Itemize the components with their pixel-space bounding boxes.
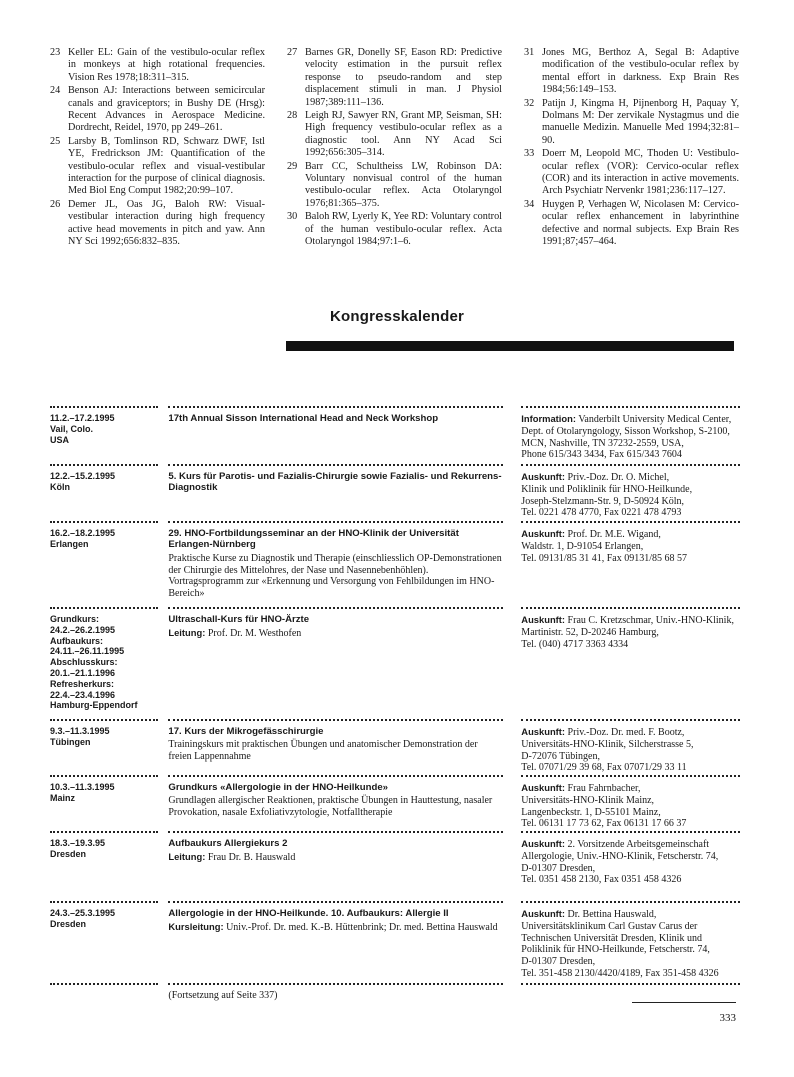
event-date — [50, 406, 158, 466]
reference-item — [50, 199, 265, 249]
event-date-line: Abschlusskurs: — [50, 657, 118, 668]
contact-line: Tel. 07071/29 39 68, Fax 07071/29 33 11 — [521, 762, 687, 774]
reference-item — [524, 98, 739, 148]
event-details — [168, 719, 503, 777]
reference-text: Barr CC, Schultheiss LW, Robinson DA: Voluntary nonvisual control of the human vestibulo-ocular reflex. Acta Otolaryngol 1976;81:365–375. — [305, 160, 502, 209]
calendar-footer-row — [50, 985, 740, 1002]
contact-line: Tel. 351-458 2130/4420/4189, Fax 351-458 4326 — [521, 967, 719, 979]
contact-line — [521, 471, 740, 484]
contact-text: 2. Vorsitzende Arbeitsgemeinschaft — [567, 839, 710, 850]
contact-label: Auskunft: — [521, 726, 566, 737]
contact-line: Universitätsklinikum Carl Gustav Carus der — [521, 920, 698, 932]
contact-line: Universitäts-HNO-Klinik Mainz, — [521, 794, 655, 806]
event-title: 17. Kurs der Mikrogefässchirurgie — [168, 726, 324, 737]
reference-text: Larsby B, Tomlinson RD, Schwarz DWF, Istl YE, Fredrickson JM: Quantification of the vestibulo-ocular reflex and visual-vestibular interaction for the purpose of clinical diagnosis. Med Biol Eng Comput 1982;20:99–107. — [68, 135, 265, 197]
event-lead-text: Univ.-Prof. Dr. med. K.-B. Hüttenbrink; Dr. med. Bettina Hauswald — [226, 922, 498, 934]
event-date-line: Köln — [50, 481, 70, 492]
event-date-line: Aufbaukurs: — [50, 635, 104, 646]
reference-number: 23 — [50, 47, 61, 58]
contact-text: Frau C. Kretzschmar, Univ.-HNO-Klinik, — [567, 615, 734, 626]
event-date-line: Dresden — [50, 848, 87, 859]
contact-line: Allergologie, Univ.-HNO-Klinik, Fetscherstr. 74, — [521, 850, 719, 862]
event-date — [50, 607, 158, 721]
reference-number: 28 — [287, 110, 298, 122]
contact-line — [521, 782, 740, 795]
page-number-rule — [632, 1002, 736, 1003]
event-date-line: 9.3.–11.3.1995 — [50, 726, 110, 736]
event-date-line: USA — [50, 434, 70, 445]
calendar-row — [50, 721, 740, 777]
event-description: Trainingskurs mit praktischen Übungen und anatomischer Demonstration der freien Lappennahme — [168, 739, 478, 763]
reference-text: Keller EL: Gain of the vestibulo-ocular reflex in monkeys at high rotational frequencies. Vision Res 1978;18:311–315. — [68, 47, 265, 83]
reference-item — [287, 47, 502, 109]
event-date-line: Mainz — [50, 792, 76, 803]
contact-text: Dr. Bettina Hauswald, — [567, 909, 657, 920]
event-lead — [168, 921, 503, 934]
references — [50, 47, 740, 250]
event-lead — [168, 627, 503, 640]
reference-text: Patijn J, Kingma H, Pijnenborg H, Paquay Y, Dolmans M: Der zervikale Nystagmus und die manuelle Medizin. Manuelle Med 1994;32:81–90. — [542, 97, 739, 146]
event-date-line: 11.2.–17.2.1995 — [50, 413, 115, 423]
event-date — [50, 521, 158, 609]
contact-line: MCN, Nashville, TN 37232-2559, USA, — [521, 437, 684, 449]
page-number: 333 — [719, 1012, 736, 1024]
event-lead — [168, 851, 503, 864]
contact-line: Langenbeckstr. 1, D-55101 Mainz, — [521, 806, 661, 818]
event-contact — [521, 607, 740, 721]
calendar-row — [50, 408, 740, 466]
contact-line: Dept. of Otolaryngology, Sisson Workshop, S-2100, — [521, 425, 730, 437]
event-description: Grundlagen allergischer Reaktionen, praktische Übungen in Hauttestung, nasaler Provokation, nasale Exfoliativzytologie, Notfalltherapie — [168, 795, 493, 819]
reference-number: 24 — [50, 85, 61, 97]
contact-label: Auskunft: — [521, 782, 566, 793]
event-description: Praktische Kurse zu Diagnostik und Therapie (einschliesslich OP-Demonstrationen der Chirurgie des Mittelohres, der Nase und Nasennebenhöhlen). Vortragsprogramm zur «Erkennung und Versorgung von Fehlbildungen im HNO-Bereich» — [168, 552, 502, 600]
reference-number: 33 — [524, 148, 535, 160]
contact-line: Klinik und Poliklinik für HNO-Heilkunde, — [521, 483, 693, 495]
contact-label: Auskunft: — [521, 838, 566, 849]
event-details — [168, 901, 503, 985]
reference-number: 25 — [50, 135, 61, 147]
calendar-row — [50, 833, 740, 903]
contact-label: Information: — [521, 413, 576, 424]
calendar-row — [50, 523, 740, 609]
contact-line — [521, 908, 740, 921]
contact-line: Waldstr. 1, D-91054 Erlangen, — [521, 540, 644, 552]
reference-number: 34 — [524, 198, 535, 210]
reference-item — [50, 47, 265, 84]
contact-line: Phone 615/343 3434, Fax 615/343 7604 — [521, 449, 682, 461]
contact-text: Frau Fahrnbacher, — [567, 783, 641, 794]
event-title: 17th Annual Sisson International Head and Neck Workshop — [168, 413, 439, 424]
calendar-row — [50, 609, 740, 721]
contact-line: D-01307 Dresden, — [521, 862, 596, 874]
event-date-line: 20.1.–21.1.1996 — [50, 667, 116, 678]
reference-item — [524, 199, 739, 249]
reference-number: 30 — [287, 211, 298, 223]
reference-item — [524, 148, 739, 198]
event-lead-label: Kursleitung: — [168, 921, 224, 933]
event-title: 5. Kurs für Parotis- und Fazialis-Chirurgie sowie Fazialis- und Rekurrens-Diagnostik — [168, 471, 502, 494]
event-date-line: 24.2.–26.2.1995 — [50, 624, 116, 635]
event-contact — [521, 406, 740, 466]
reference-number: 29 — [287, 160, 298, 172]
event-details — [168, 464, 503, 523]
event-date-line: 22.4.–23.4.1996 — [50, 689, 116, 700]
calendar-row — [50, 903, 740, 985]
contact-label: Auskunft: — [521, 908, 566, 919]
reference-number: 31 — [524, 47, 535, 58]
event-date-line: Erlangen — [50, 538, 89, 549]
reference-number: 32 — [524, 97, 535, 109]
contact-line: D-72076 Tübingen, — [521, 750, 600, 762]
contact-line: Tel. (040) 4717 3363 4334 — [521, 638, 629, 650]
reference-column — [287, 47, 502, 250]
event-contact — [521, 831, 740, 903]
event-title: Ultraschall-Kurs für HNO-Ärzte — [168, 614, 310, 625]
contact-line: Tel. 0351 458 2130, Fax 0351 458 4326 — [521, 874, 682, 886]
reference-item — [287, 161, 502, 211]
event-date-line: Refresherkurs: — [50, 678, 115, 689]
continuation-cell — [168, 983, 503, 1002]
reference-text: Jones MG, Berthoz A, Segal B: Adaptive modification of the vestibulo-ocular reflex by mental effort in darkness. Exp Brain Res 1984;56:149–153. — [542, 47, 739, 96]
event-title: Grundkurs «Allergologie in der HNO-Heilkunde» — [168, 782, 388, 793]
contact-line — [521, 614, 740, 627]
reference-item — [287, 110, 502, 160]
contact-line: Tel. 0221 478 4770, Fax 0221 478 4793 — [521, 507, 682, 519]
event-date-line: Vail, Colo. — [50, 423, 94, 434]
calendar-row — [50, 777, 740, 833]
contact-label: Auskunft: — [521, 471, 566, 482]
contact-text: Prof. Dr. M.E. Wigand, — [567, 529, 661, 540]
event-lead-text: Frau Dr. B. Hauswald — [207, 852, 296, 864]
calendar-row — [50, 466, 740, 523]
event-date-line: 18.3.–19.3.95 — [50, 838, 106, 848]
reference-text: Huygen P, Verhagen W, Nicolasen M: Cervico-ocular reflex enhancement in labyrinthine defective and normal subjects. Exp Brain Res 1991;87;457–464. — [542, 198, 739, 248]
reference-number: 26 — [50, 198, 61, 210]
contact-line: Universitäts-HNO-Klinik, Silcherstrasse 5, — [521, 738, 694, 750]
event-date — [50, 464, 158, 523]
event-contact — [521, 521, 740, 609]
reference-item — [50, 136, 265, 198]
event-title: Aufbaukurs Allergiekurs 2 — [168, 838, 288, 849]
event-contact — [521, 775, 740, 833]
contact-text: Vanderbilt University Medical Center, — [578, 414, 732, 425]
event-details — [168, 406, 503, 466]
title-rule — [286, 341, 734, 351]
reference-column — [50, 47, 265, 250]
event-date-line: 24.11.–26.11.1995 — [50, 646, 125, 657]
contact-line — [521, 726, 740, 739]
reference-text: Doerr M, Leopold MC, Thoden U: Vestibulo-ocular reflex (VOR): Cervico-ocular reflex (COR) and its interaction in active movements. Arch Psychiatr Nervenkr 1981;236:117–127. — [542, 148, 739, 197]
event-title: Allergologie in der HNO-Heilkunde. 10. Aufbaukurs: Allergie II — [168, 908, 449, 919]
event-contact — [521, 719, 740, 777]
event-details — [168, 607, 503, 721]
event-lead-label: Leitung: — [168, 851, 206, 863]
event-date — [50, 831, 158, 903]
congress-calendar — [50, 408, 740, 1002]
reference-text: Leigh RJ, Sawyer RN, Grant MP, Seisman, SH: High frequency vestibulo-ocular reflex as a diagnostic tool. Ann NY Acad Sci 1992;656:305–314. — [305, 110, 502, 159]
reference-text: Barnes GR, Donelly SF, Eason RD: Predictive velocity estimation in the pursuit reflex response to pseudo-random and step displacement stimuli in man. J Physiol 1987;389:111–136. — [305, 47, 502, 108]
event-contact — [521, 901, 740, 985]
contact-line: Joseph-Stelzmann-Str. 9, D-50924 Köln, — [521, 495, 685, 507]
event-date — [50, 901, 158, 985]
empty-date-cell — [50, 983, 158, 1002]
event-date — [50, 719, 158, 777]
empty-contact-cell — [521, 983, 740, 1002]
contact-line: Poliklinik für HNO-Heilkunde, Fetscherstr. 74, — [521, 944, 710, 956]
reference-text: Benson AJ: Interactions between semicircular canals and graviceptors; in Bushy DE (Hrsg): Recent Advances in Aerospace Medicine. Dordrecht, Reidel, 1970, pp 249–261. — [68, 85, 265, 134]
event-date — [50, 775, 158, 833]
contact-line — [521, 413, 740, 426]
reference-item — [524, 47, 739, 97]
contact-text: Priv.-Doz. Dr. med. F. Bootz, — [567, 727, 685, 738]
contact-label: Auskunft: — [521, 614, 566, 625]
contact-text: Priv.-Doz. Dr. O. Michel, — [567, 472, 670, 483]
event-date-line: Grundkurs: — [50, 614, 100, 624]
event-date-line: Hamburg-Eppendorf — [50, 700, 138, 711]
event-details — [168, 831, 503, 903]
reference-text: Demer JL, Oas JG, Baloh RW: Visual-vestibular interaction during high frequency active head movements in pitch and yaw. Ann NY Sci 1992;656:832–835. — [68, 198, 265, 248]
reference-item — [287, 211, 502, 248]
event-date-line: 16.2.–18.2.1995 — [50, 528, 116, 538]
contact-line: D-01307 Dresden, — [521, 956, 596, 968]
event-details — [168, 775, 503, 833]
contact-label: Auskunft: — [521, 528, 566, 539]
event-title: 29. HNO-Fortbildungsseminar an der HNO-Klinik der Universität Erlangen-Nürnberg — [168, 528, 459, 551]
reference-text: Baloh RW, Lyerly K, Yee RD: Voluntary control of the human vestibulo-ocular reflex. Acta Otolaryngol 1984;97:1–6. — [305, 211, 502, 248]
event-date-line: 24.3.–25.3.1995 — [50, 908, 116, 918]
contact-line: Tel. 09131/85 31 41, Fax 09131/85 68 57 — [521, 552, 687, 564]
contact-line — [521, 528, 740, 541]
contact-line: Tel. 06131 17 73 62, Fax 06131 17 66 37 — [521, 818, 687, 830]
event-date-line: Tübingen — [50, 736, 91, 747]
event-date-line: 12.2.–15.2.1995 — [50, 471, 116, 481]
contact-line: Martinistr. 52, D-20246 Hamburg, — [521, 626, 659, 638]
reference-column — [524, 47, 739, 250]
event-date-line: 10.3.–11.3.1995 — [50, 782, 115, 792]
event-lead-label: Leitung: — [168, 627, 206, 639]
event-contact — [521, 464, 740, 523]
event-lead-text: Prof. Dr. M. Westhofen — [207, 628, 302, 640]
contact-line: Technischen Universität Dresden, Klinik und — [521, 932, 702, 944]
reference-number: 27 — [287, 47, 298, 58]
contact-line — [521, 838, 740, 851]
continued-note: (Fortsetzung auf Seite 337) — [168, 990, 278, 1001]
event-date-line: Dresden — [50, 918, 87, 929]
event-details — [168, 521, 503, 609]
reference-item — [50, 85, 265, 135]
section-title: Kongresskalender — [329, 308, 465, 325]
